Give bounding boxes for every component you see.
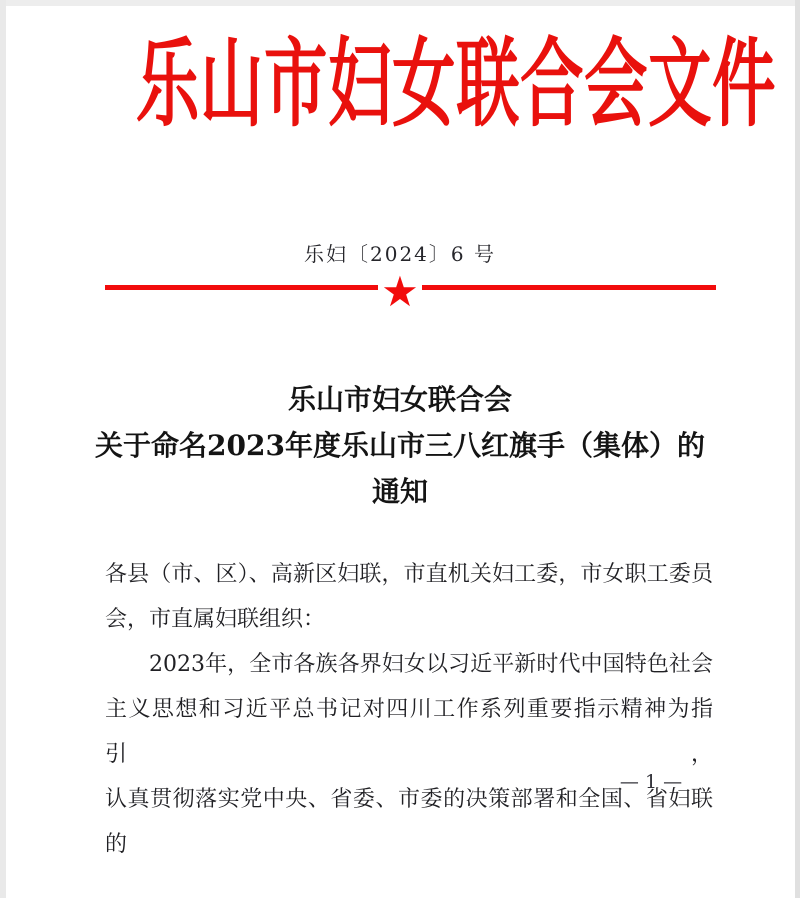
doc-title [0,377,800,515]
paragraph-line: 认真贯彻落实党中央、省委、市委的决策部署和全国、省妇联的 [105,787,713,857]
page-number: — 1 — [619,771,683,793]
doc-title-line-1: 乐山市妇女联合会 [287,383,512,416]
body-text [105,552,713,867]
divider-line-right [422,285,716,290]
doc-title-line-3: 通知 [371,475,428,508]
doc-number: 乐妇〔2024〕6 号 [304,242,496,266]
paragraph-line: 2023年，全市各族各界妇女以习近平新时代中国特色社会 [149,652,713,677]
divider-line-left [105,285,378,290]
salutation-line: 各县（市、区）、高新区妇联，市直机关妇工委，市女职工委员 [105,562,713,587]
salutation-line: 会，市直属妇联组织： [105,607,326,632]
doc-title-line-2: 关于命名2023年度乐山市三八红旗手（集体）的 [95,429,705,462]
paragraph-line: 主义思想和习近平总书记对四川工作系列重要指示精神为指引， [105,697,713,767]
scan-edge-top [0,0,800,6]
star-icon: ★ [381,267,419,316]
letterhead-title: 乐山市妇女联合会文件 [136,27,777,140]
